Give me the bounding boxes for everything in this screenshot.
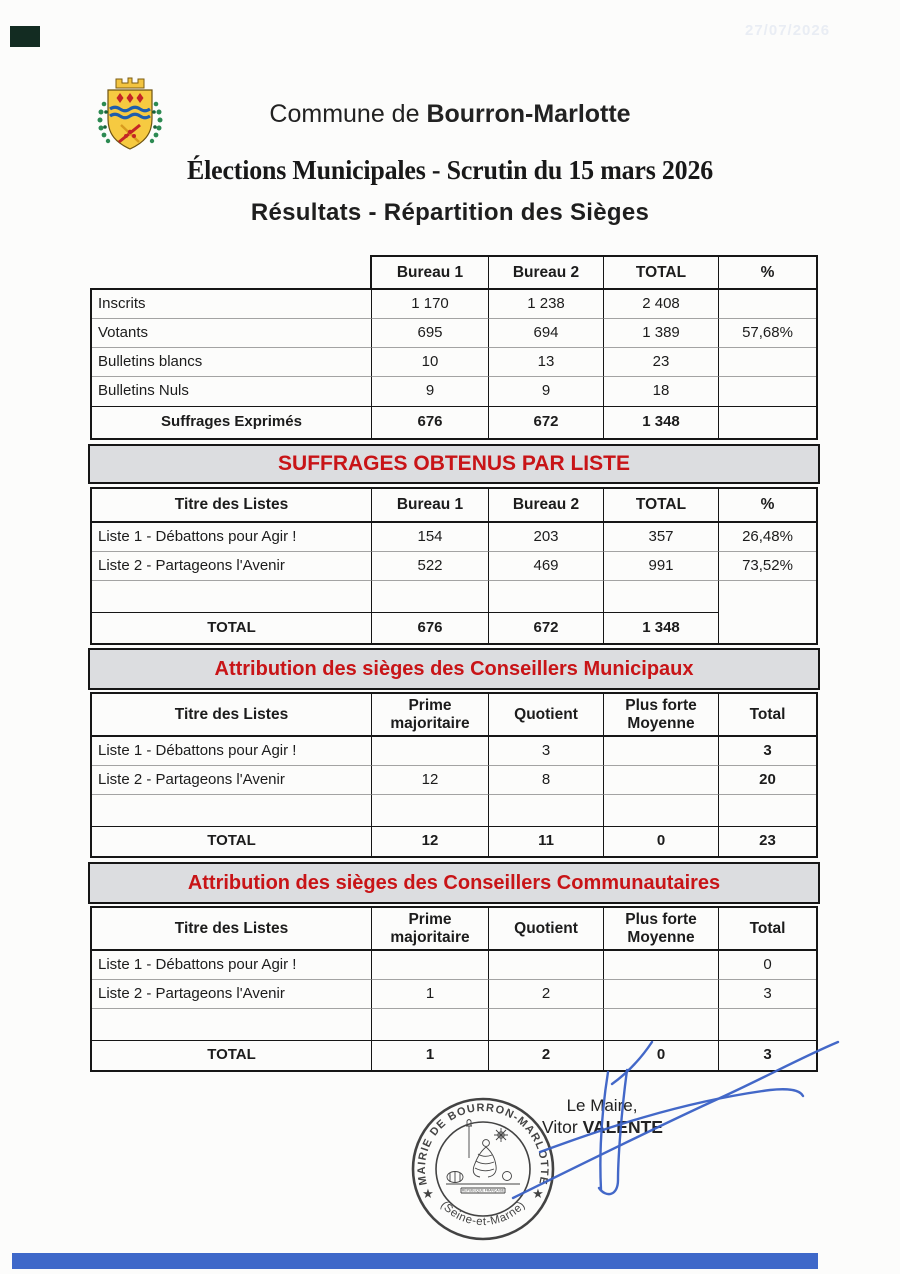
stamp-star-right-icon: ★ xyxy=(532,1186,544,1201)
cell xyxy=(719,290,816,319)
section-band-communautaires xyxy=(88,862,820,904)
cell: 154 xyxy=(372,523,489,552)
total-cell: 0 xyxy=(604,826,719,856)
cell xyxy=(604,766,719,795)
cell xyxy=(604,951,719,980)
section-title: Attribution des sièges des Conseillers Communautaires xyxy=(187,871,721,894)
total-row-label: TOTAL xyxy=(92,1040,372,1070)
column-header-prime: Prime majoritaire xyxy=(372,694,489,737)
cell: 3 xyxy=(489,737,604,766)
empty-cell xyxy=(92,795,372,826)
column-header-listes: Titre des Listes xyxy=(92,908,372,951)
title-commune-name: Bourron-Marlotte xyxy=(426,100,631,128)
title-prefix: Commune de xyxy=(269,100,427,128)
cell: 3 xyxy=(719,737,816,766)
bleed-through-date: 27/07/2026 xyxy=(745,22,831,39)
cell: 694 xyxy=(489,319,604,348)
participation-table-header xyxy=(370,255,818,288)
total-cell: 1 348 xyxy=(604,612,719,643)
empty-cell xyxy=(604,795,719,826)
total-cell: 672 xyxy=(489,406,604,438)
column-header-total: Total xyxy=(719,694,816,737)
total-row-label: Suffrages Exprimés xyxy=(92,406,372,438)
stamp-star-left-icon: ★ xyxy=(422,1186,434,1201)
column-header-quotient: Quotient xyxy=(489,908,604,951)
cell xyxy=(719,348,816,377)
signatory-first-name: Vitor xyxy=(542,1117,583,1137)
cell: 2 408 xyxy=(604,290,719,319)
row-label: Votants xyxy=(92,319,372,348)
row-label: Inscrits xyxy=(92,290,372,319)
empty-cell xyxy=(489,581,604,612)
crest-crown xyxy=(116,78,144,88)
cell: 12 xyxy=(372,766,489,795)
suffrages-table xyxy=(90,487,818,645)
section-band-municipaux xyxy=(88,648,820,690)
cell: 991 xyxy=(604,552,719,581)
column-header-total: TOTAL xyxy=(604,489,719,523)
cell: 1 170 xyxy=(372,290,489,319)
column-header-plus-forte-moyenne: Plus forte Moyenne xyxy=(604,908,719,951)
cell: 18 xyxy=(604,377,719,406)
subtitle-election: Élections Municipales - Scrutin du 15 mars 2026 xyxy=(187,155,713,185)
total-cell: 23 xyxy=(719,826,816,856)
subtitle-results: Résultats - Répartition des Sièges xyxy=(250,199,650,226)
column-header-plus-forte-moyenne: Plus forte Moyenne xyxy=(604,694,719,737)
cell: 23 xyxy=(604,348,719,377)
cell: 1 xyxy=(372,980,489,1009)
cell: 2 xyxy=(489,980,604,1009)
empty-cell xyxy=(604,581,719,612)
column-header-total: Total xyxy=(719,908,816,951)
cell: 203 xyxy=(489,523,604,552)
list-label: Liste 2 - Partageons l'Avenir xyxy=(92,980,372,1009)
total-cell: 3 xyxy=(719,1040,816,1070)
section-title: Attribution des sièges des Conseillers Municipaux xyxy=(214,657,694,680)
total-cell: 676 xyxy=(372,612,489,643)
row-label: Bulletins blancs xyxy=(92,348,372,377)
column-header-prime: Prime majoritaire xyxy=(372,908,489,951)
stamp-bottom-text: (Seine-et-Marne) xyxy=(438,1199,528,1229)
cell xyxy=(719,377,816,406)
total-row-label: TOTAL xyxy=(92,826,372,856)
list-label: Liste 1 - Débattons pour Agir ! xyxy=(92,951,372,980)
cell: 3 xyxy=(719,980,816,1009)
total-cell: 1 xyxy=(372,1040,489,1070)
cell xyxy=(372,737,489,766)
cell: 522 xyxy=(372,552,489,581)
empty-cell xyxy=(372,581,489,612)
cell: 8 xyxy=(489,766,604,795)
cell: 73,52% xyxy=(719,552,816,581)
empty-cell xyxy=(719,795,816,826)
cell xyxy=(372,951,489,980)
cell: 695 xyxy=(372,319,489,348)
redaction-bar-bottom xyxy=(12,1253,818,1269)
empty-cell xyxy=(92,581,372,612)
row-label: Bulletins Nuls xyxy=(92,377,372,406)
list-label: Liste 1 - Débattons pour Agir ! xyxy=(92,737,372,766)
column-header-listes: Titre des Listes xyxy=(92,489,372,523)
column-header-bureau2: Bureau 2 xyxy=(489,489,604,523)
cell: 26,48% xyxy=(719,523,816,552)
list-label: Liste 2 - Partageons l'Avenir xyxy=(92,552,372,581)
cell: 9 xyxy=(372,377,489,406)
cell: 1 389 xyxy=(604,319,719,348)
empty-cell-merged xyxy=(719,581,816,643)
total-cell: 11 xyxy=(489,826,604,856)
column-header-quotient: Quotient xyxy=(489,694,604,737)
total-cell: 0 xyxy=(604,1040,719,1070)
cell: 9 xyxy=(489,377,604,406)
total-cell xyxy=(719,406,816,438)
signatory-last-name: VALENTE xyxy=(582,1117,663,1137)
cell: 469 xyxy=(489,552,604,581)
cell: 20 xyxy=(719,766,816,795)
column-header-bureau1: Bureau 1 xyxy=(372,257,489,288)
list-label: Liste 2 - Partageons l'Avenir xyxy=(92,766,372,795)
column-header-percent: % xyxy=(719,489,816,523)
column-header-bureau1: Bureau 1 xyxy=(372,489,489,523)
page-title xyxy=(0,100,900,129)
stamp-top-text: MAIRIE DE BOURRON-MARLOTTE xyxy=(415,1101,551,1187)
total-cell: 1 348 xyxy=(604,406,719,438)
section-title: SUFFRAGES OBTENUS PAR LISTE xyxy=(278,452,630,475)
cell xyxy=(604,980,719,1009)
column-header-listes: Titre des Listes xyxy=(92,694,372,737)
cell: 13 xyxy=(489,348,604,377)
cell: 10 xyxy=(372,348,489,377)
section-band-suffrages xyxy=(88,444,820,484)
municipaux-table xyxy=(90,692,818,858)
stamp-center-text: RÉPUBLIQUE FRANÇAISE xyxy=(461,1188,505,1193)
total-row-label: TOTAL xyxy=(92,612,372,643)
column-header-bureau2: Bureau 2 xyxy=(489,257,604,288)
total-cell: 12 xyxy=(372,826,489,856)
list-label: Liste 1 - Débattons pour Agir ! xyxy=(92,523,372,552)
column-header-total: TOTAL xyxy=(604,257,719,288)
redaction-mark-top-left xyxy=(10,26,40,47)
cell: 357 xyxy=(604,523,719,552)
cell xyxy=(604,737,719,766)
cell: 1 238 xyxy=(489,290,604,319)
total-cell: 2 xyxy=(489,1040,604,1070)
cell: 0 xyxy=(719,951,816,980)
total-cell: 676 xyxy=(372,406,489,438)
cell: 57,68% xyxy=(719,319,816,348)
participation-table xyxy=(90,288,818,440)
signatory-title: Le Maire, xyxy=(566,1096,638,1115)
empty-cell xyxy=(372,795,489,826)
total-cell: 672 xyxy=(489,612,604,643)
column-header-percent: % xyxy=(760,263,775,281)
empty-cell xyxy=(92,1009,372,1040)
empty-cell xyxy=(489,795,604,826)
cell xyxy=(489,951,604,980)
maire-signature xyxy=(390,1030,850,1210)
